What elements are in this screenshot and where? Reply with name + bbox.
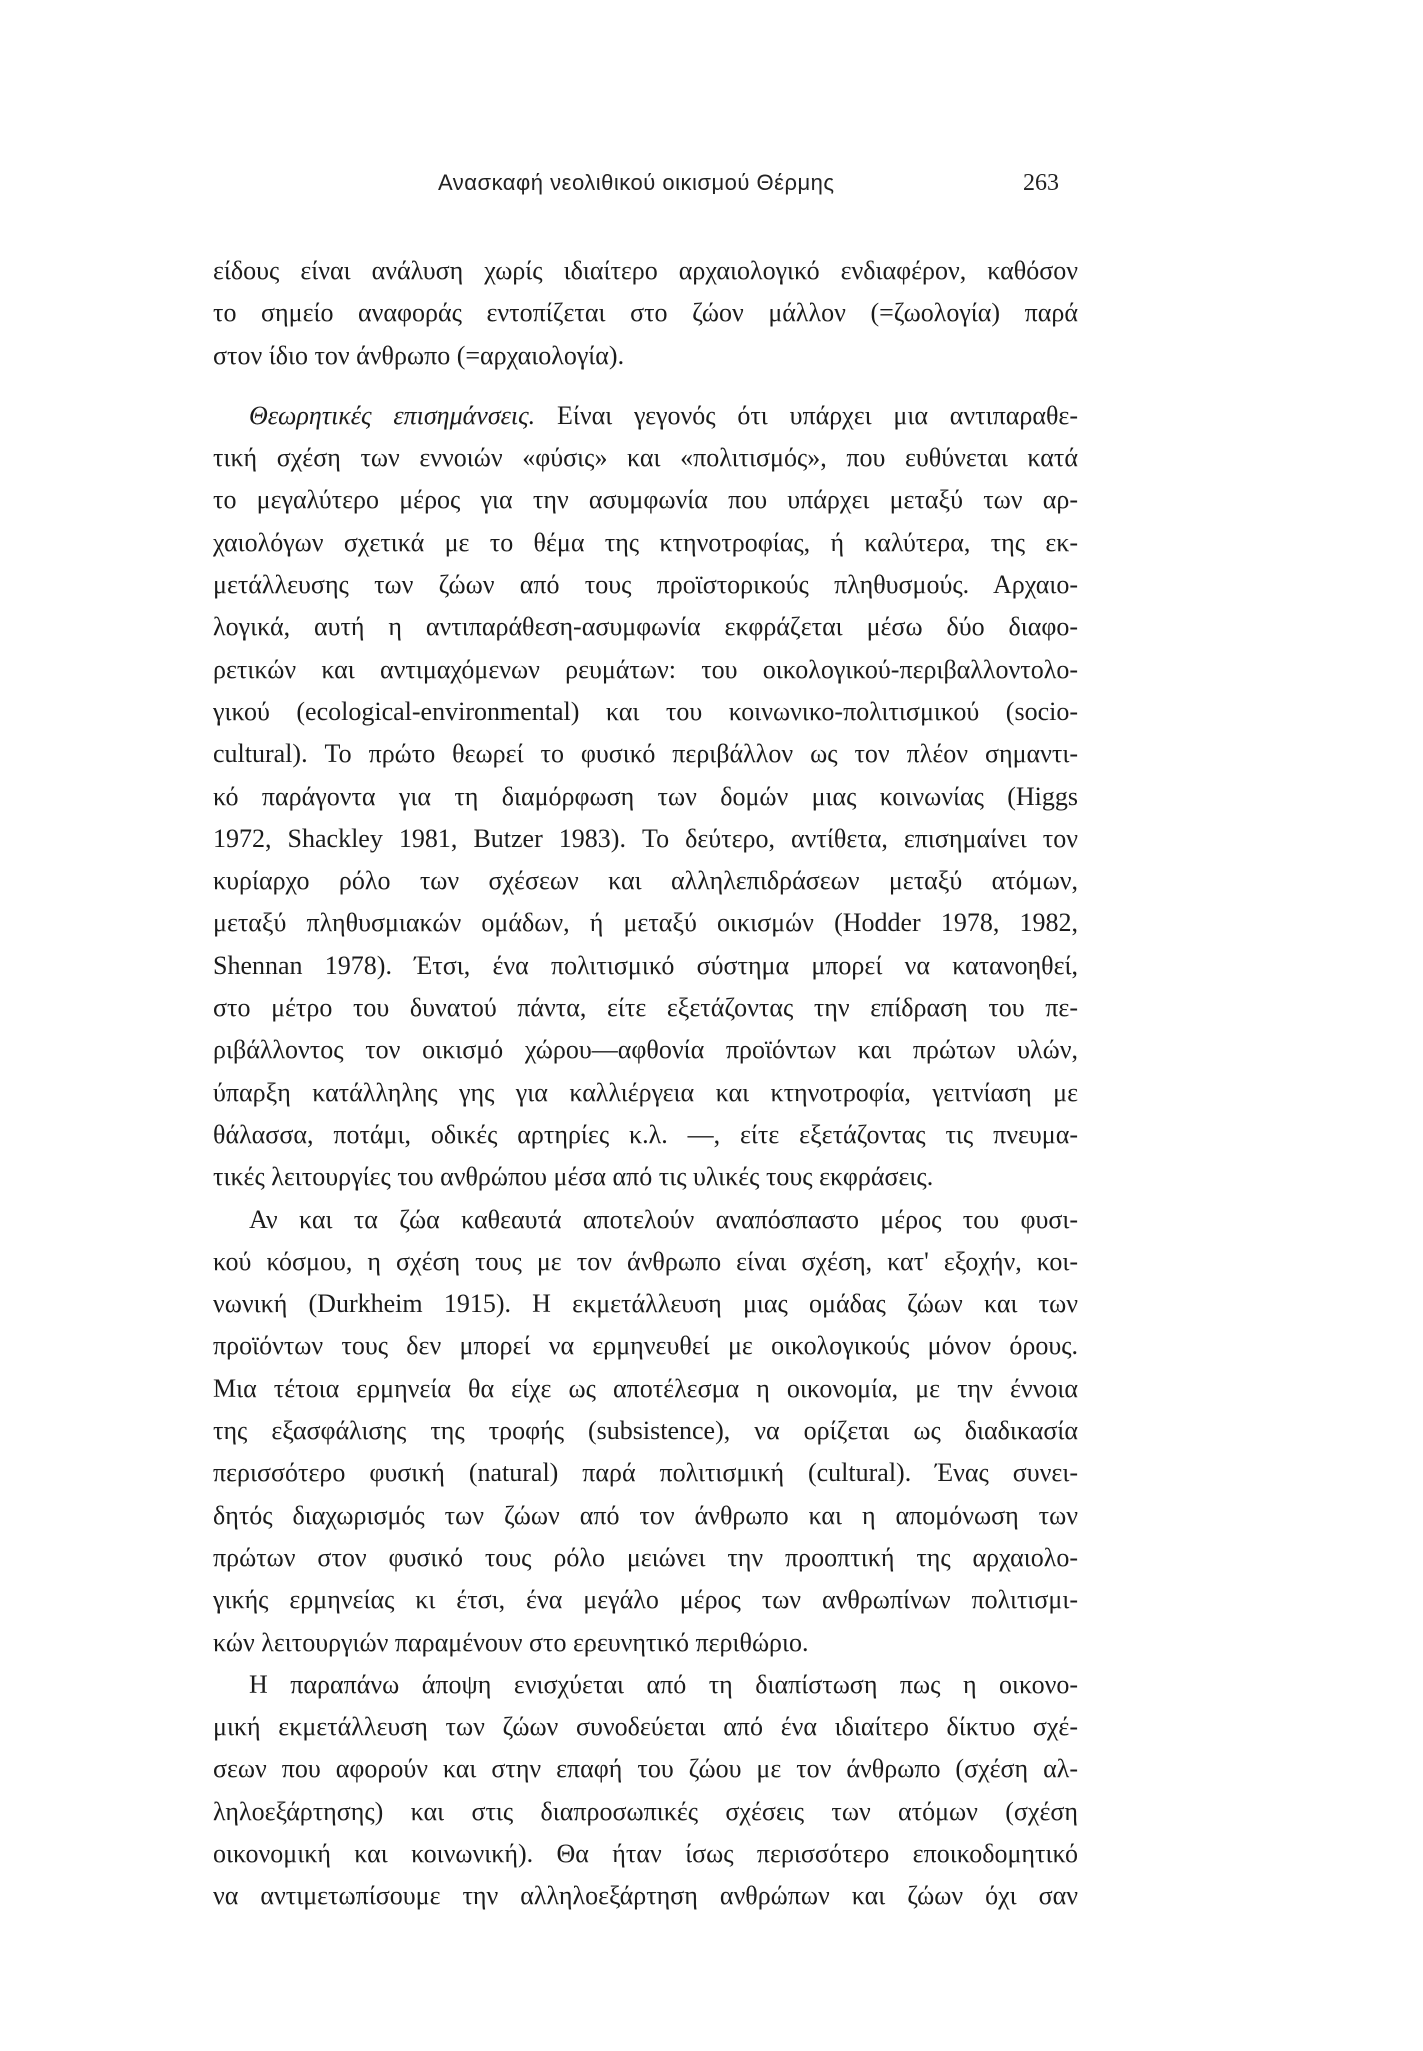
text-line <box>213 395 1078 437</box>
text-line: δητός διαχωρισμός των ζώων από τον άνθρωπο και η απομόνωση των <box>213 1500 1078 1530</box>
text-line: τική σχέση των εννοιών «φύσις» και «πολιτισμός», που ευθύνεται κατά <box>213 443 1078 473</box>
text-line: το σημείο αναφοράς εντοπίζεται στο ζώον μάλλον (=ζωολογία) παρά <box>213 298 1078 328</box>
text-line: κών λειτουργιών παραμένουν στο ερευνητικό περιθώριο. <box>213 1627 809 1657</box>
text-line: γικής ερμηνείας κι έτσι, ένα μεγάλο μέρος των ανθρωπίνων πολιτισμι- <box>213 1585 1078 1615</box>
paragraph-3 <box>213 1199 1078 1664</box>
text-line: γικού (ecological-environmental) και του κοινωνικο-πολιτισμικού (socio- <box>213 696 1078 726</box>
text-line: κό παράγοντα για τη διαμόρφωση των δομών μιας κοινωνίας (Higgs <box>213 781 1078 811</box>
text-line: μετάλλευσης των ζώων από τους προϊστορικούς πληθυσμούς. Αρχαιο- <box>213 570 1078 600</box>
text-line: είδους είναι ανάλυση χωρίς ιδιαίτερο αρχαιολογικό ενδιαφέρον, καθόσον <box>213 256 1078 285</box>
text-line: θάλασσα, ποτάμι, οδικές αρτηρίες κ.λ. —, είτε εξετάζοντας τις πνευμα- <box>213 1119 1078 1149</box>
heading-line-text: Είναι γεγονός ότι υπάρχει μια αντιπαραθε- <box>535 400 1078 430</box>
text-line: cultural). Το πρώτο θεωρεί το φυσικό περιβάλλον ως τον πλέον σημαντι- <box>213 739 1078 769</box>
text-line: οικονομική και κοινωνική). Θα ήταν ίσως περισσότερο εποικοδομητικό <box>213 1838 1078 1868</box>
text-line: στον ίδιο τον άνθρωπο (=αρχαιολογία). <box>213 340 625 370</box>
text-line: σεων που αφορούν και στην επαφή του ζώου με τον άνθρωπο (σχέση αλ- <box>213 1754 1078 1784</box>
text-line: το μεγαλύτερο μέρος για την ασυμφωνία που υπάρχει μεταξύ των αρ- <box>213 485 1078 515</box>
text-line: κού κόσμου, η σχέση τους με τον άνθρωπο είναι σχέση, κατ' εξοχήν, κοι- <box>213 1246 1078 1276</box>
text-line: ριβάλλοντος τον οικισμό χώρου—αφθονία προϊόντων και πρώτων υλών, <box>213 1035 1078 1065</box>
paragraph-4 <box>213 1664 1078 1918</box>
paragraph-1 <box>213 250 1078 377</box>
text-line: της εξασφάλισης της τροφής (subsistence), να ορίζεται ως διαδικασία <box>213 1416 1078 1446</box>
text-line: ληλοεξάρτησης) και στις διαπροσωπικές σχέσεις των ατόμων (σχέση <box>213 1796 1078 1826</box>
text-line: να αντιμετωπίσουμε την αλληλοεξάρτηση ανθρώπων και ζώων όχι σαν <box>213 1881 1078 1911</box>
paragraph-2 <box>213 395 1078 1199</box>
running-title: Ανασκαφή νεολιθικού οικισμού Θέρμης <box>438 170 835 195</box>
text-line: Shennan 1978). Έτσι, ένα πολιτισμικό σύστημα μπορεί να κατανοηθεί, <box>213 950 1078 980</box>
text-line: περισσότερο φυσική (natural) παρά πολιτισμική (cultural). Ένας συνει- <box>213 1458 1078 1488</box>
running-head <box>0 170 1423 210</box>
text-line: χαιολόγων σχετικά με το θέμα της κτηνοτροφίας, ή καλύτερα, της εκ- <box>213 527 1078 557</box>
body-text <box>213 250 1078 1918</box>
text-line: Μια τέτοια ερμηνεία θα είχε ως αποτέλεσμα η οικονομία, με την έννοια <box>213 1373 1078 1403</box>
text-line: προϊόντων τους δεν μπορεί να ερμηνευθεί με οικολογικούς μόνον όρους. <box>213 1331 1078 1361</box>
paragraph-gap <box>213 377 1078 395</box>
text-line: νωνική (Durkheim 1915). Η εκμετάλλευση μιας ομάδας ζώων και των <box>213 1289 1078 1319</box>
text-line: κυρίαρχο ρόλο των σχέσεων και αλληλεπιδράσεων μεταξύ ατόμων, <box>213 866 1078 896</box>
text-line: 1972, Shackley 1981, Butzer 1983). Το δεύτερο, αντίθετα, επισημαίνει τον <box>213 823 1078 853</box>
text-line: ύπαρξη κατάλληλης γης για καλλιέργεια και κτηνοτροφία, γειτνίαση με <box>213 1077 1078 1107</box>
text-line: λογικά, αυτή η αντιπαράθεση-ασυμφωνία εκφράζεται μέσω δύο διαφο- <box>213 612 1078 642</box>
section-heading: Θεωρητικές επισημάνσεις. <box>249 400 536 430</box>
text-line: ρετικών και αντιμαχόμενων ρευμάτων: του οικολογικού-περιβαλλοντολο- <box>213 654 1078 684</box>
text-line: μεταξύ πληθυσμιακών ομάδων, ή μεταξύ οικισμών (Hodder 1978, 1982, <box>213 908 1078 938</box>
text-line: Αν και τα ζώα καθεαυτά αποτελούν αναπόσπαστο μέρος του φυσι- <box>249 1204 1078 1234</box>
page-number: 263 <box>1023 170 1059 196</box>
text-line: Η παραπάνω άποψη ενισχύεται από τη διαπίστωση πως η οικονο- <box>249 1669 1078 1699</box>
text-line: στο μέτρο του δυνατού πάντα, είτε εξετάζοντας την επίδραση του πε- <box>213 993 1078 1023</box>
text-line: τικές λειτουργίες του ανθρώπου μέσα από τις υλικές τους εκφράσεις. <box>213 1162 934 1192</box>
text-line: πρώτων στον φυσικό τους ρόλο μειώνει την προοπτική της αρχαιολο- <box>213 1542 1078 1572</box>
text-line: μική εκμετάλλευση των ζώων συνοδεύεται από ένα ιδιαίτερο δίκτυο σχέ- <box>213 1712 1078 1742</box>
